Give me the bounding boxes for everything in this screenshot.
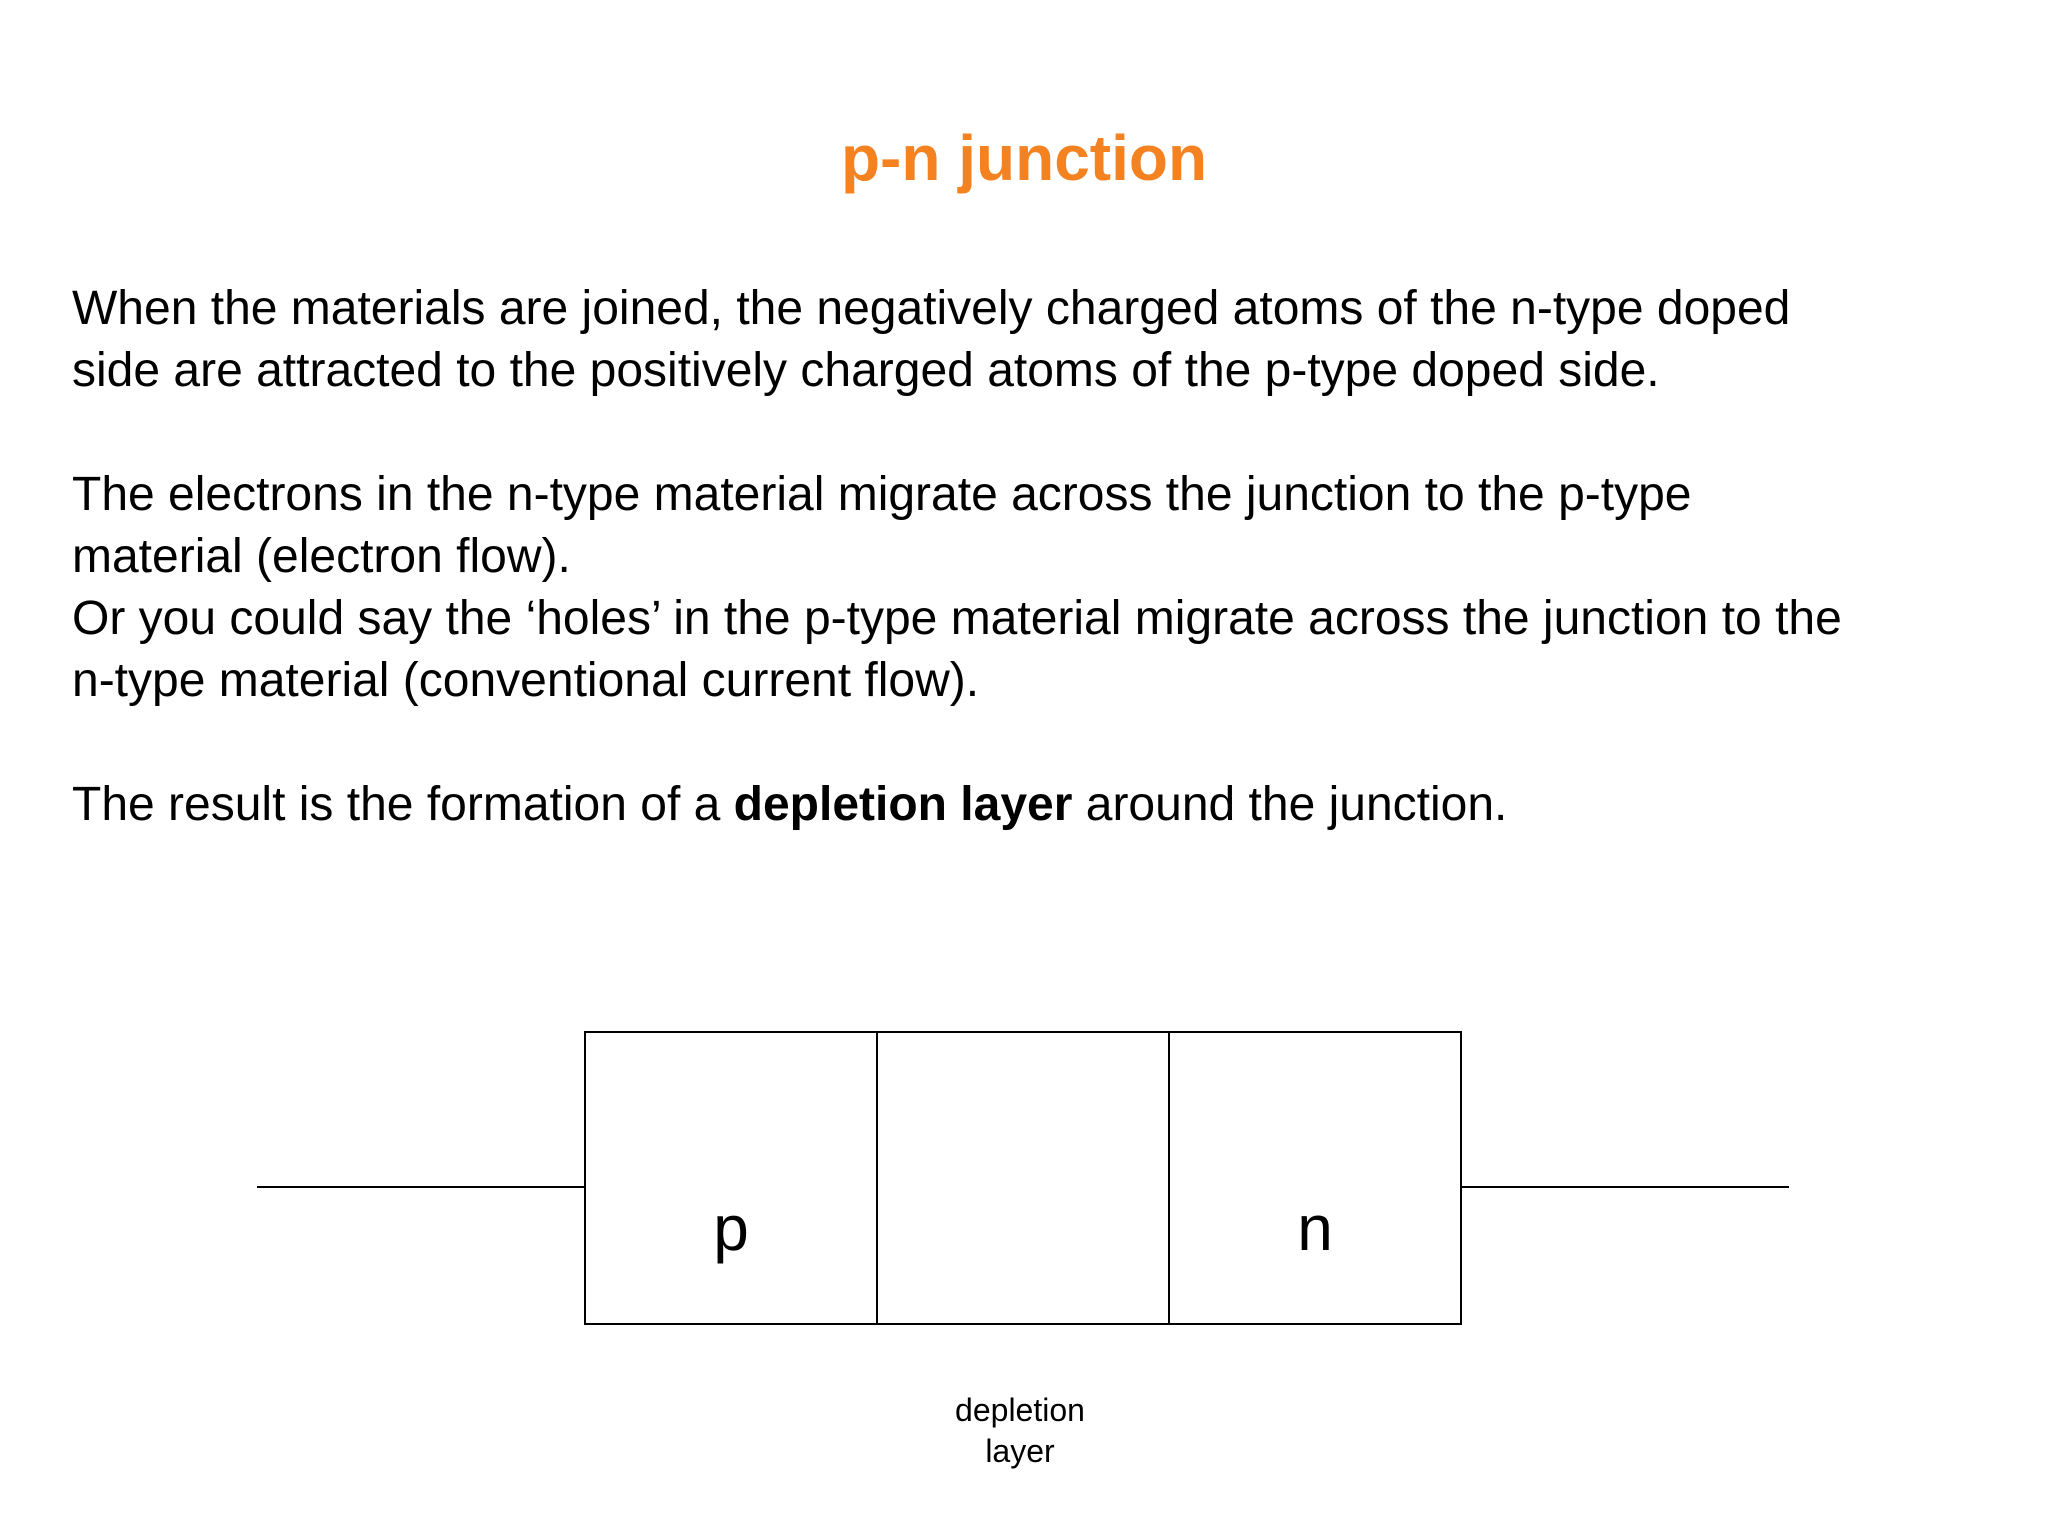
caption-line: depletion [955, 1392, 1085, 1428]
paragraph-line: When the materials are joined, the negatively charged atoms of the n-type doped [72, 282, 1791, 335]
p-region-label: p [713, 1192, 749, 1264]
caption-line: layer [985, 1433, 1055, 1469]
depletion-layer-caption [900, 1390, 1140, 1472]
n-region-label: n [1297, 1192, 1333, 1264]
depletion-layer-term: depletion layer [733, 778, 1073, 831]
n-region [1169, 1032, 1461, 1324]
paragraph-line: Or you could say the ‘holes’ in the p-type material migrate across the junction to the [72, 592, 1842, 645]
paragraph-line: side are attracted to the positively charged atoms of the p-type doped side. [72, 344, 1660, 397]
result-text-start: The result is the formation of a [72, 778, 734, 831]
slide-title: p-n junction [840, 122, 1208, 194]
depletion-region [877, 1032, 1169, 1324]
p-region [585, 1032, 877, 1324]
paragraph-line: The electrons in the n-type material migrate across the junction to the p-type [72, 468, 1692, 521]
result-text-end: around the junction. [1072, 778, 1508, 831]
paragraph-line: n-type material (conventional current flow). [72, 654, 980, 707]
paragraph-line: material (electron flow). [72, 530, 571, 583]
